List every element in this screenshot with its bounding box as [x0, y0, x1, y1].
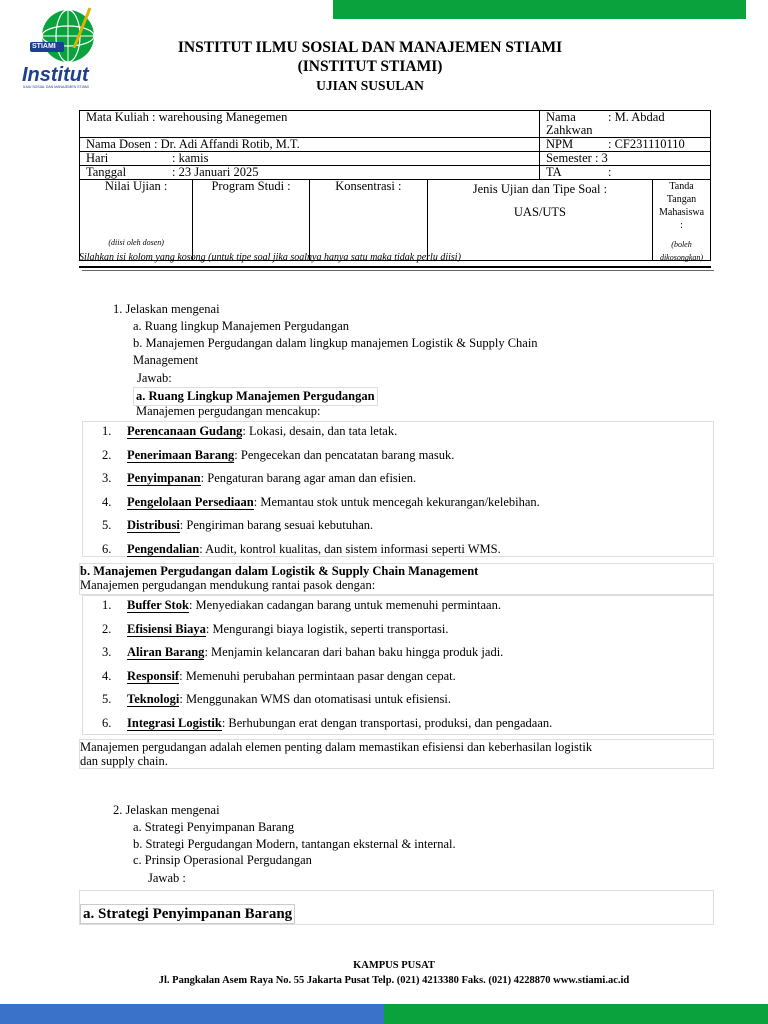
- ta-label: TA: [545, 165, 562, 179]
- list-item-description: : Menyediakan cadangan barang untuk memenuhi permintaan.: [188, 598, 501, 612]
- student-info-table: [79, 110, 711, 261]
- mata-kuliah-label: Mata Kuliah: [86, 110, 149, 124]
- program-studi-label: Program Studi :: [211, 179, 291, 193]
- exam-type-title: UJIAN SUSULAN: [316, 78, 424, 93]
- q1-jawab-label: Jawab:: [137, 371, 172, 385]
- nama-dosen-label: Nama Dosen: [86, 137, 151, 151]
- nilai-ujian-cell: [80, 180, 193, 261]
- list-item-term: Responsif: [127, 668, 180, 683]
- institution-title-line2: (INSTITUT STIAMI): [297, 58, 443, 75]
- institution-title: [120, 38, 620, 76]
- konsentrasi-cell: [309, 180, 427, 261]
- list-item-number: 3.: [102, 645, 112, 659]
- list-item: [83, 621, 713, 645]
- top-accent-bar: [333, 0, 746, 19]
- q2-section-a-title: a. Strategi Penyimpanan Barang: [80, 904, 295, 924]
- tanda-tangan-label: Tanda Tangan Mahasiswa :: [659, 181, 705, 231]
- nama-dosen-value: : Dr. Adi Affandi Rotib, M.T.: [154, 137, 300, 151]
- tanggal-value: : 23 Januari 2025: [172, 165, 259, 179]
- tanda-tangan-cell: [653, 180, 711, 261]
- footer-address: Jl. Pangkalan Asem Raya No. 55 Jakarta Pusat Telp. (021) 4213380 Faks. (021) 4228870 www.stiami.ac.id: [158, 975, 630, 986]
- tanggal-cell: [80, 166, 540, 180]
- ta-value: :: [607, 165, 612, 179]
- bottom-accent-bar-green: [384, 1004, 768, 1024]
- list-item-number: 1.: [102, 598, 112, 612]
- list-item-number: 6.: [102, 715, 112, 730]
- npm-cell: [539, 138, 710, 152]
- list-item: [83, 715, 713, 739]
- q1-section-b-title: b. Manajemen Pergudangan dalam Logistik & Supply Chain Management: [80, 564, 479, 578]
- list-item-term: Penerimaan Barang: [127, 447, 235, 462]
- list-item: [83, 470, 713, 494]
- list-item: [83, 494, 713, 518]
- nilai-ujian-label: Nilai Ujian :: [104, 179, 168, 193]
- list-item-term: Distribusi: [127, 518, 180, 532]
- list-item-number: 5.: [102, 518, 112, 532]
- mata-kuliah-cell: [80, 111, 540, 138]
- hari-value: : kamis: [172, 151, 209, 165]
- nama-label: Nama: [545, 110, 576, 124]
- q2-jawab-label: Jawab :: [148, 871, 186, 885]
- list-item: [83, 668, 713, 692]
- list-item-description: : Mengurangi biaya logistik, seperti transportasi.: [205, 621, 449, 636]
- list-item-description: : Menggunakan WMS dan otomatisasi untuk efisiensi.: [179, 692, 451, 706]
- list-item-description: : Pengecekan dan pencatatan barang masuk.: [234, 447, 455, 462]
- q2-item-a: a. Strategi Penyimpanan Barang: [133, 820, 295, 834]
- list-item: [83, 541, 713, 565]
- list-item: [83, 423, 713, 447]
- list-item-description: : Memenuhi perubahan permintaan pasar dengan cepat.: [179, 668, 456, 683]
- npm-value: : CF231110110: [607, 137, 685, 151]
- list-item: [83, 517, 713, 541]
- list-item-number: 4.: [102, 494, 112, 509]
- q1-conclusion-line2: dan supply chain.: [80, 754, 168, 768]
- hari-cell: [80, 152, 540, 166]
- list-item-description: : Memantau stok untuk mencegah kekurangan/kelebihan.: [253, 494, 540, 509]
- list-item-term: Efisiensi Biaya: [127, 621, 206, 636]
- semester-label: Semester: [545, 151, 592, 165]
- list-item: [83, 597, 713, 621]
- npm-label: NPM: [545, 137, 574, 151]
- q2-item-b: b. Strategi Pergudangan Modern, tantangan eksternal & internal.: [133, 837, 456, 851]
- q1-section-a-title: a. Ruang Lingkup Manajemen Pergudangan: [133, 387, 378, 406]
- bottom-accent-bar-blue: [0, 1004, 384, 1024]
- jenis-ujian-label: Jenis Ujian dan Tipe Soal :: [472, 182, 608, 196]
- list-item: [83, 644, 713, 668]
- q1-item-b-line2: Management: [133, 353, 199, 367]
- institution-title-line1: INSTITUT ILMU SOSIAL DAN MANAJEMEN STIAMI: [177, 39, 563, 56]
- list-item-term: Integrasi Logistik: [127, 715, 222, 730]
- list-item-term: Buffer Stok: [127, 598, 189, 612]
- list-item-description: : Pengiriman barang sesuai kebutuhan.: [179, 518, 374, 532]
- q1-item-b-line1: b. Manajemen Pergudangan dalam lingkup manajemen Logistik & Supply Chain: [133, 336, 538, 350]
- ta-cell: [539, 166, 710, 180]
- q1-heading: 1. Jelaskan mengenai: [113, 302, 220, 316]
- q2-section-a-block: [79, 890, 714, 925]
- list-item-term: Pengelolaan Persediaan: [127, 494, 254, 509]
- q1-section-a-intro: Manajemen pergudangan mencakup:: [136, 404, 321, 418]
- q1-section-a-list: [82, 421, 714, 557]
- logo-tagline: ILMU SOSIAL DAN MANAJEMEN STIAMI: [23, 85, 89, 89]
- list-item-number: 6.: [102, 541, 112, 556]
- list-item-number: 1.: [102, 424, 112, 438]
- q1-conclusion: [79, 739, 714, 769]
- semester-value: : 3: [594, 151, 608, 165]
- jenis-ujian-cell: [427, 180, 652, 261]
- program-studi-cell: [193, 180, 309, 261]
- logo-wordmark: Institut: [22, 64, 89, 86]
- nama-dosen-cell: [80, 138, 540, 152]
- instruction-note: Silahkan isi kolom yang kosong (untuk tipe soal jika soalnya hanya satu maka tidak perlu diisi): [79, 252, 461, 263]
- list-item-number: 2.: [102, 621, 112, 636]
- list-item-term: Aliran Barang: [127, 645, 205, 659]
- list-item-number: 5.: [102, 692, 112, 706]
- nama-value: : M. Abdad Zahkwan: [545, 110, 665, 137]
- q1-item-a: a. Ruang lingkup Manajemen Pergudangan: [133, 319, 350, 333]
- list-item-term: Teknologi: [127, 692, 180, 706]
- q1-section-b-block: [79, 563, 714, 595]
- nilai-ujian-note: (diisi oleh dosen): [108, 238, 164, 247]
- list-item: [83, 691, 713, 715]
- list-item-term: Penyimpanan: [127, 471, 201, 485]
- q1-section-b-intro: Manajemen pergudangan mendukung rantai pasok dengan:: [80, 578, 376, 592]
- list-item-description: : Menjamin kelancaran dari bahan baku hingga produk jadi.: [204, 645, 504, 659]
- nama-cell: [539, 111, 710, 138]
- tanggal-label: Tanggal: [86, 165, 127, 179]
- list-item-description: : Lokasi, desain, dan tata letak.: [242, 424, 398, 438]
- header-divider: [79, 266, 711, 268]
- list-item: [83, 447, 713, 471]
- mata-kuliah-value: : warehousing Manegemen: [151, 110, 288, 124]
- stiami-logo: [22, 6, 114, 88]
- list-item-term: Perencanaan Gudang: [127, 424, 243, 438]
- list-item-number: 4.: [102, 668, 112, 683]
- tanda-tangan-note: (boleh dikosongkan): [659, 240, 704, 262]
- list-item-description: : Berhubungan erat dengan transportasi, produksi, dan pengadaan.: [221, 715, 553, 730]
- q2-item-c: c. Prinsip Operasional Pergudangan: [133, 853, 312, 867]
- hari-label: Hari: [86, 151, 109, 165]
- footer-campus-label: KAMPUS PUSAT: [353, 960, 435, 971]
- q1-conclusion-line1: Manajemen pergudangan adalah elemen penting dalam memastikan efisiensi dan keberhasilan logistik: [80, 740, 593, 754]
- header-divider-shadow: [82, 270, 714, 271]
- semester-cell: [539, 152, 710, 166]
- jenis-ujian-value: UAS/UTS: [513, 205, 566, 219]
- list-item-number: 3.: [102, 471, 112, 485]
- list-item-term: Pengendalian: [127, 541, 200, 556]
- list-item-number: 2.: [102, 447, 112, 462]
- q2-heading: 2. Jelaskan mengenai: [113, 803, 220, 817]
- list-item-description: : Pengaturan barang agar aman dan efisien.: [200, 471, 417, 485]
- konsentrasi-label: Konsentrasi :: [335, 179, 402, 193]
- list-item-description: : Audit, kontrol kualitas, dan sistem informasi seperti WMS.: [199, 541, 501, 556]
- logo-badge-text: STIAMI: [32, 43, 56, 50]
- q1-section-b-list: [82, 595, 714, 735]
